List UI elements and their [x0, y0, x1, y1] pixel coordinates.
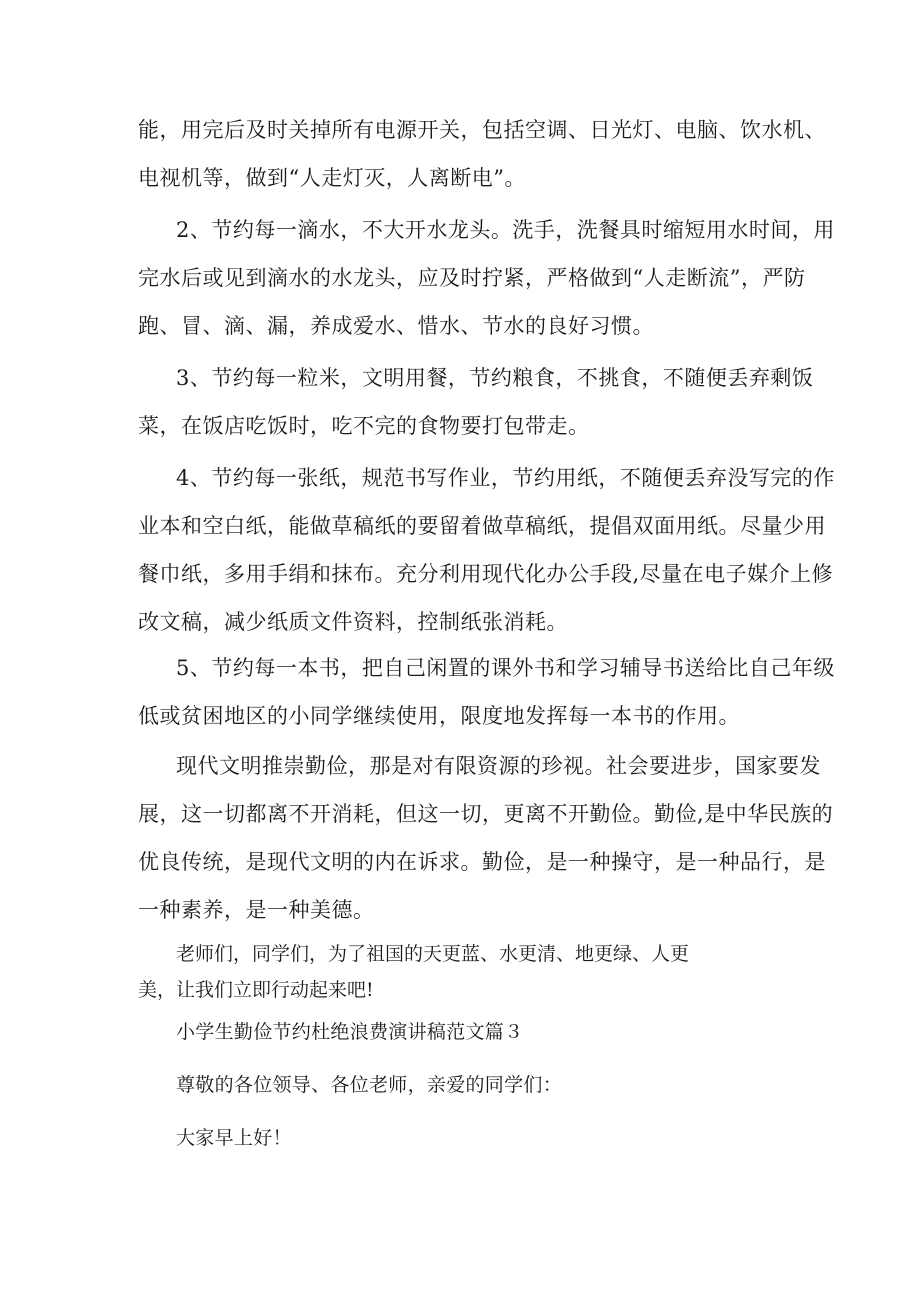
text-line: 能，用完后及时关掉所有电源开关，包括空调、日光灯、电脑、饮水机、	[138, 118, 826, 142]
text-line: 电视机等，做到“人走灯灭，人离断电”。	[138, 166, 526, 190]
salutation: 尊敬的各位领导、各位老师，亲爱的同学们：	[176, 1074, 563, 1096]
text-line: 老师们，同学们，为了祖国的天更蓝、水更清、地更绿、人更	[176, 943, 690, 965]
text-line: 5、节约每一本书，把自己闲置的课外书和学习辅导书送给比自己年级	[176, 656, 835, 680]
text-line: 优良传统，是现代文明的内在诉求。勤俭，是一种操守，是一种品行，是	[138, 850, 826, 874]
text-line: 现代文明推崇勤俭，那是对有限资源的珍视。社会要进步，国家要发	[176, 754, 821, 778]
text-line: 餐巾纸，多用手绢和抹布。充分利用现代化办公手段,尽量在电子媒介上修	[138, 562, 834, 586]
greeting: 大家早上好！	[176, 1127, 292, 1149]
text-line: 改文稿，减少纸质文件资料，控制纸张消耗。	[138, 610, 568, 634]
text-line: 跑、冒、滴、漏，养成爱水、惜水、节水的良好习惯。	[138, 314, 654, 338]
text-line: 美，让我们立即行动起来吧!	[138, 979, 374, 1001]
text-line: 完水后或见到滴水的水龙头，应及时拧紧，严格做到“人走断流”，严防	[138, 266, 806, 290]
paragraph-continuation	[138, 106, 826, 202]
text-line: 展，这一切都离不开消耗，但这一切，更离不开勤俭。勤俭,是中华民族的	[138, 802, 834, 826]
text-line: 业本和空白纸，能做草稿纸的要留着做草稿纸，提倡双面用纸。尽量少用	[138, 514, 826, 538]
section-title: 小学生勤俭节约杜绝浪费演讲稿范文篇３	[176, 1021, 524, 1043]
text-line: 菜，在饭店吃饭时，吃不完的食物要打包带走。	[138, 414, 590, 438]
text-line: 3、节约每一粒米，文明用餐，节约粮食，不挑食，不随便丢弃剩饭	[176, 366, 814, 390]
paragraph-frugality	[138, 742, 834, 934]
paragraph-closing	[138, 936, 689, 1008]
paragraph-item-3	[138, 354, 814, 450]
paragraph-item-5	[138, 644, 835, 740]
text-line: 低或贫困地区的小同学继续使用，限度地发挥每一本书的作用。	[138, 704, 740, 728]
paragraph-item-2	[138, 206, 835, 350]
text-line: 2、节约每一滴水，不大开水龙头。洗手，洗餐具时缩短用水时间，用	[176, 218, 835, 242]
paragraph-item-4	[138, 454, 835, 646]
text-line: 4、节约每一张纸，规范书写作业，节约用纸，不随便丢弃没写完的作	[176, 466, 835, 490]
text-line: 一种素养，是一种美德。	[138, 898, 375, 922]
